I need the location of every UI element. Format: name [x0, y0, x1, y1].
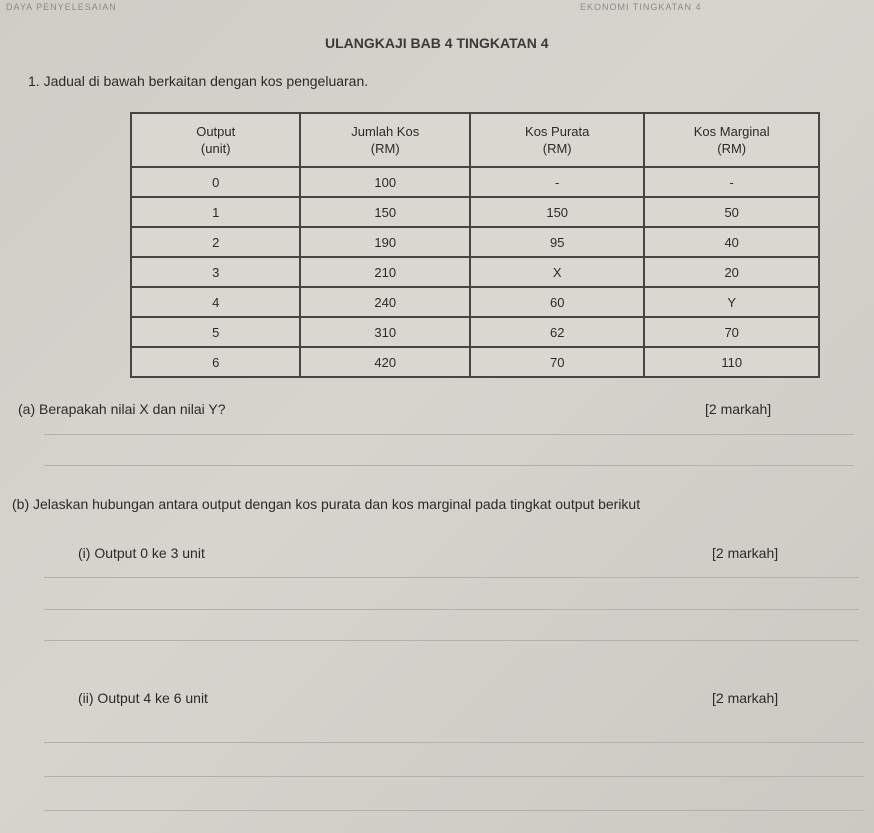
- part-b-ii-question: (ii) Output 4 ke 6 unit: [78, 690, 208, 706]
- cell-kos-marginal: Y: [644, 287, 819, 317]
- part-b-i-question: (i) Output 0 ke 3 unit: [78, 545, 205, 561]
- cell-kos-marginal: -: [644, 167, 819, 197]
- cost-table: [130, 112, 820, 378]
- cell-jumlah-kos: 100: [300, 167, 470, 197]
- table-row: [131, 317, 819, 347]
- page-title: ULANGKAJI BAB 4 TINGKATAN 4: [325, 35, 549, 51]
- table-row: [131, 167, 819, 197]
- cell-kos-purata: X: [470, 257, 644, 287]
- cell-kos-purata: 150: [470, 197, 644, 227]
- cell-output: 2: [131, 227, 300, 257]
- cell-jumlah-kos: 210: [300, 257, 470, 287]
- header-kos-purata: Kos Purata (RM): [470, 113, 644, 167]
- cell-kos-purata: 70: [470, 347, 644, 377]
- answer-line: [44, 640, 859, 641]
- cell-kos-marginal: 110: [644, 347, 819, 377]
- answer-line: [44, 609, 859, 610]
- cell-jumlah-kos: 190: [300, 227, 470, 257]
- part-a-question: (a) Berapakah nilai X dan nilai Y?: [18, 401, 226, 417]
- cell-kos-purata: -: [470, 167, 644, 197]
- cell-jumlah-kos: 310: [300, 317, 470, 347]
- cell-output: 6: [131, 347, 300, 377]
- cell-kos-marginal: 20: [644, 257, 819, 287]
- cell-kos-marginal: 40: [644, 227, 819, 257]
- table-row: [131, 227, 819, 257]
- answer-line: [44, 810, 864, 811]
- cell-jumlah-kos: 240: [300, 287, 470, 317]
- table-header-row: [131, 113, 819, 167]
- question-1-text: 1. Jadual di bawah berkaitan dengan kos pengeluaran.: [28, 73, 369, 89]
- answer-line: [44, 465, 854, 466]
- cell-kos-purata: 60: [470, 287, 644, 317]
- cell-jumlah-kos: 150: [300, 197, 470, 227]
- table-row: [131, 257, 819, 287]
- cell-kos-marginal: 50: [644, 197, 819, 227]
- cell-output: 0: [131, 167, 300, 197]
- cell-kos-purata: 62: [470, 317, 644, 347]
- header-right-text: EKONOMI TINGKATAN 4: [580, 2, 702, 12]
- cell-jumlah-kos: 420: [300, 347, 470, 377]
- answer-line: [44, 434, 854, 435]
- cell-output: 3: [131, 257, 300, 287]
- cell-kos-purata: 95: [470, 227, 644, 257]
- cell-output: 5: [131, 317, 300, 347]
- table-row: [131, 197, 819, 227]
- answer-line: [44, 776, 864, 777]
- header-output: Output (unit): [131, 113, 300, 167]
- part-b-ii-marks: [2 markah]: [712, 690, 779, 706]
- header-jumlah-kos: Jumlah Kos (RM): [300, 113, 470, 167]
- part-b-question: (b) Jelaskan hubungan antara output dengan kos purata dan kos marginal pada tingkat output berikut: [12, 496, 641, 512]
- table-row: [131, 347, 819, 377]
- cell-kos-marginal: 70: [644, 317, 819, 347]
- answer-line: [44, 577, 859, 578]
- part-b-i-marks: [2 markah]: [712, 545, 779, 561]
- cell-output: 4: [131, 287, 300, 317]
- header-left-text: DAYA PENYELESAIAN: [6, 2, 117, 12]
- header-kos-marginal: Kos Marginal (RM): [644, 113, 819, 167]
- cell-output: 1: [131, 197, 300, 227]
- answer-line: [44, 742, 864, 743]
- part-a-marks: [2 markah]: [705, 401, 772, 417]
- table-row: [131, 287, 819, 317]
